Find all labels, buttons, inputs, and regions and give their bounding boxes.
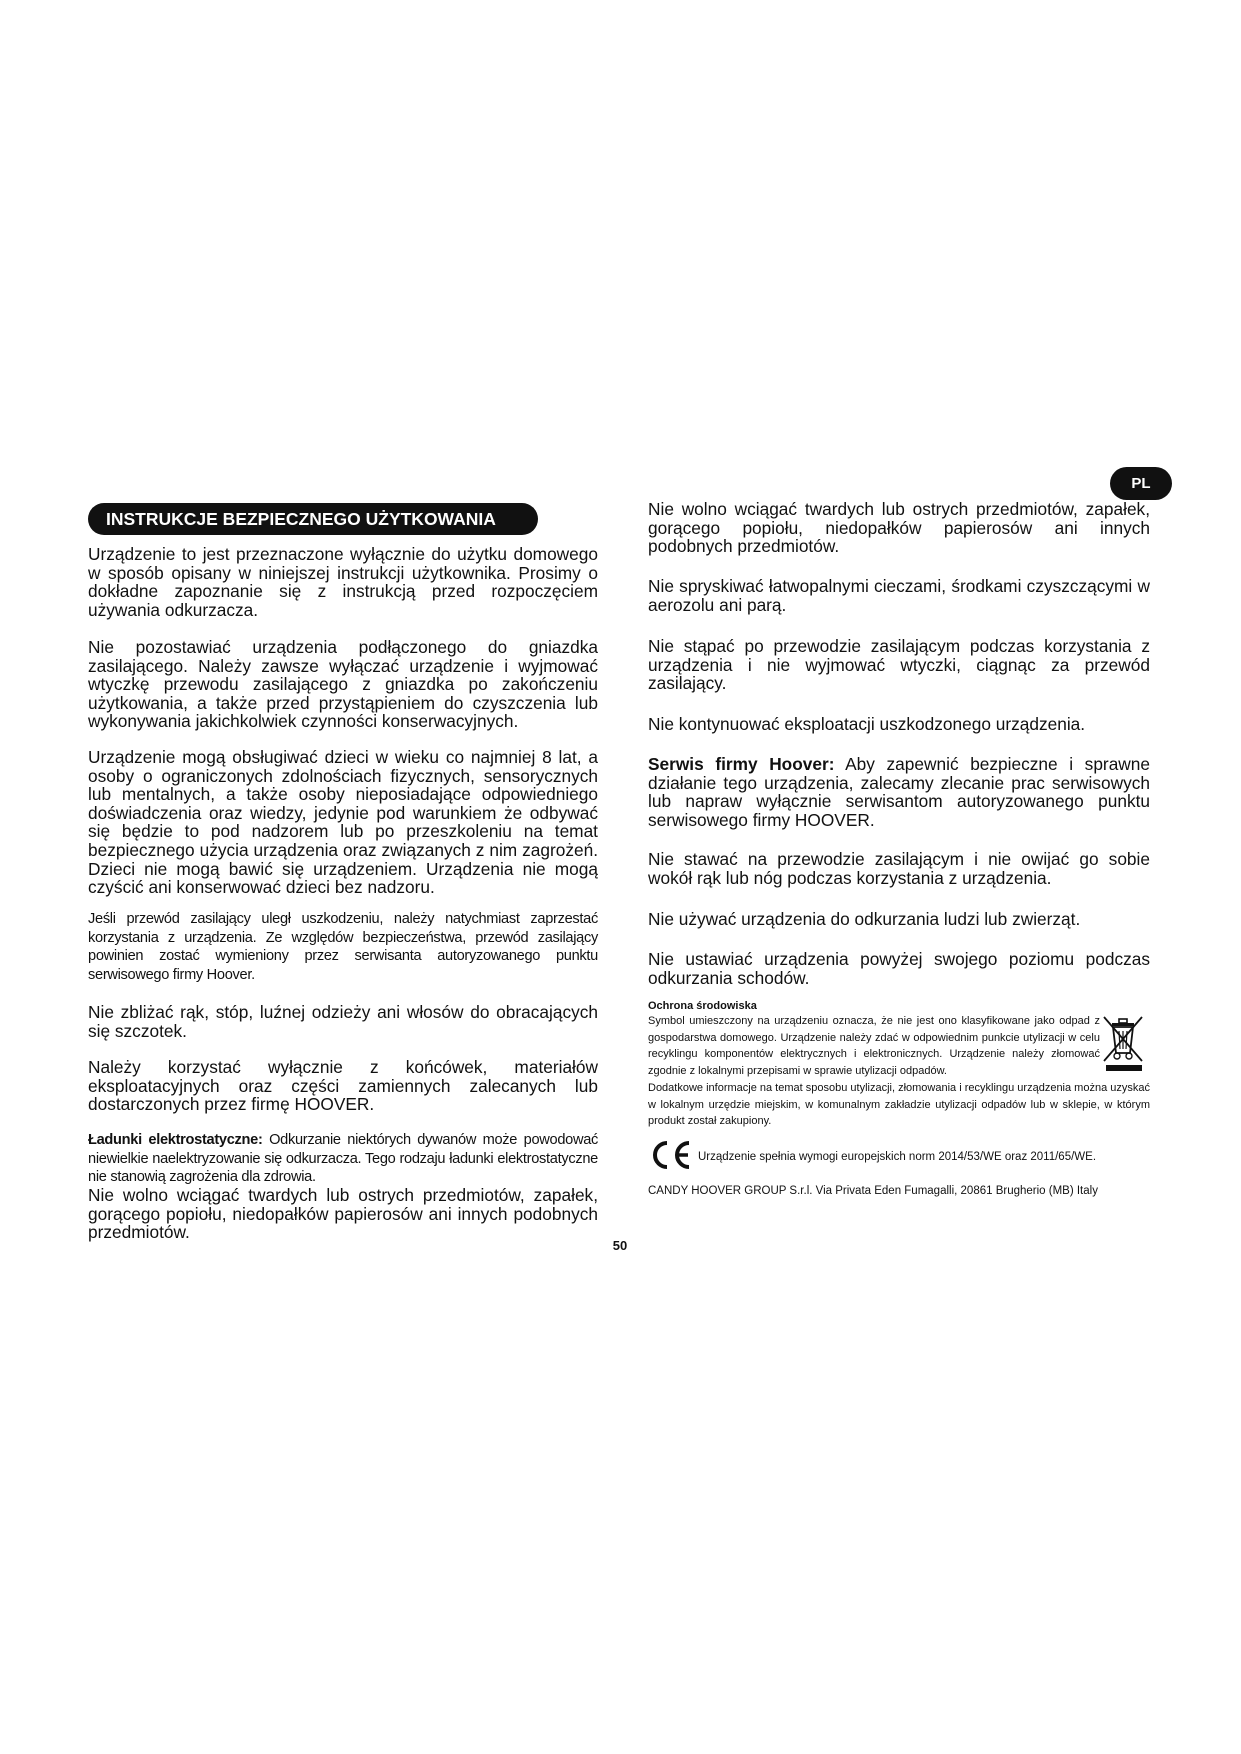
paragraph-damaged-device: Nie kontynuować eksploatacji uszkodzonego urządzenia. [648, 714, 1086, 734]
paragraph-cable-wrap: Nie stawać na przewodzie zasilającym i nie owijać go sobie wokół rąk lub nóg podczas korzystania z urządzenia. [648, 849, 1150, 888]
page-number: 50 [612, 1238, 628, 1253]
service-text: Aby zapewnić bezpieczne i sprawne działanie tego urządzenia, zalecamy zlecanie prac serwisowych lub napraw wyłącznie serwisantom autoryzowanego punktu serwisowego firmy HOOVER. [648, 754, 1151, 830]
static-text: Odkurzanie niektórych dywanów może powodować niewielkie naelektryzowanie się odkurzacza. Tego rodzaju ładunki elektrostatyczne nie stanowią zagrożenia dla zdrowia. [88, 1132, 599, 1186]
paragraph-accessories: Należy korzystać wyłącznie z końcówek, materiałów eksploatacyjnych oraz części zamiennych zalecanych lub dostarczonych przez firmę HOOVER. [88, 1057, 598, 1115]
paragraph-brushes: Nie zbliżać rąk, stóp, luźnej odzieży ani włosów do obracających się szczotek. [88, 1002, 598, 1041]
service-label: Serwis firmy Hoover: [648, 754, 835, 774]
language-badge: PL [1110, 467, 1172, 500]
paragraph-static [88, 1131, 598, 1187]
paragraph-no-spray: Nie spryskiwać łatwopalnymi cieczami, środkami czyszczącymi w aerozolu ani parą. [648, 576, 1150, 615]
weee-bin-icon [1100, 1013, 1148, 1073]
ce-text: Urządzenie spełnia wymogi europejskich norm 2014/53/WE oraz 2011/65/WE. [698, 1151, 1097, 1163]
paragraph-stairs: Nie ustawiać urządzenia powyżej swojego poziomu podczas odkurzania schodów. [648, 949, 1150, 988]
company-address: CANDY HOOVER GROUP S.r.l. Via Privata Eden Fumagalli, 20861 Brugherio (MB) Italy [648, 1185, 1098, 1197]
paragraph-cable-step: Nie stąpać po przewodzie zasilającym podczas korzystania z urządzenia i nie wyjmować wtyczki, ciągnąc za przewód zasilający. [648, 636, 1150, 694]
environment-title: Ochrona środowiska [648, 1000, 757, 1012]
section-title: INSTRUKCJE BEZPIECZNEGO UŻYTKOWANIA [88, 503, 538, 535]
paragraph-unplug: Nie pozostawiać urządzenia podłączonego do gniazdka zasilającego. Należy zawsze wyłączać urządzenie i wyjmować wtyczkę przewodu zasilającego z gniazdka po zakończeniu użytkowania, a także przed przystąpieniem do czyszczenia lub wykonywania jakichkolwiek czynności konserwacyjnych. [88, 637, 598, 732]
paragraph-hard-objects-left: Nie wolno wciągać twardych lub ostrych przedmiotów, zapałek, gorącego popiołu, niedopałków papierosów ani innych podobnych przedmiotów. [88, 1185, 598, 1243]
paragraph-hard-objects: Nie wolno wciągać twardych lub ostrych przedmiotów, zapałek, gorącego popiołu, niedopałków papierosów ani innych podobnych przedmiotów. [648, 499, 1150, 557]
environment-text-2: Dodatkowe informacje na temat sposobu utylizacji, złomowania i recyklingu urządzenia można uzyskać w lokalnym urzędzie miejskim, w komunalnym zakładzie utylizacji odpadów lub w sklepie, w którym produkt został zakupiony. [648, 1082, 1150, 1128]
paragraph-intended-use: Urządzenie to jest przeznaczone wyłącznie do użytku domowego w sposób opisany w niniejszej instrukcji użytkownika. Prosimy o dokładne zapoznanie się z instrukcją przed rozpoczęciem używania odkurzacza. [88, 544, 598, 620]
ce-mark-icon [648, 1140, 696, 1170]
environment-text: Symbol umieszczony na urządzeniu oznacza, że nie jest ono klasyfikowane jako odpad z gospodarstwa domowego. Urządzenie należy zdać w odpowiednim punkcie utylizacji w celu recyklingu komponentów elektrycznych i elektronicznych. Urządzenie należy złomować zgodnie z lokalnymi przepisami w sprawie utylizacji odpadów. [648, 1015, 1100, 1077]
paragraph-no-people: Nie używać urządzenia do odkurzania ludzi lub zwierząt. [648, 909, 1081, 929]
paragraph-damaged-cable: Jeśli przewód zasilający uległ uszkodzeniu, należy natychmiast zaprzestać korzystania z urządzenia. Ze względów bezpieczeństwa, przewód zasilający powinien zostać wymieniony przez serwisanta autoryzowanego punktu serwisowego firmy Hoover. [88, 911, 598, 983]
static-label: Ładunki elektrostatyczne: [88, 1132, 263, 1148]
paragraph-children: Urządzenie mogą obsługiwać dzieci w wieku co najmniej 8 lat, a osoby o ograniczonych zdolnościach fizycznych, sensorycznych lub mentalnych, a także osoby nieposiadające odpowiedniego doświadczenia oraz wiedzy, jedynie pod warunkiem że odbywać się będzie to pod nadzorem lub po przeszkoleniu na temat bezpiecznego użycia urządzenia oraz związanych z nim zagrożeń. Dzieci nie mogą bawić się urządzeniem. Urządzenia nie mogą czyścić ani konserwować dzieci bez nadzoru. [88, 747, 598, 898]
paragraph-service [648, 755, 1150, 829]
